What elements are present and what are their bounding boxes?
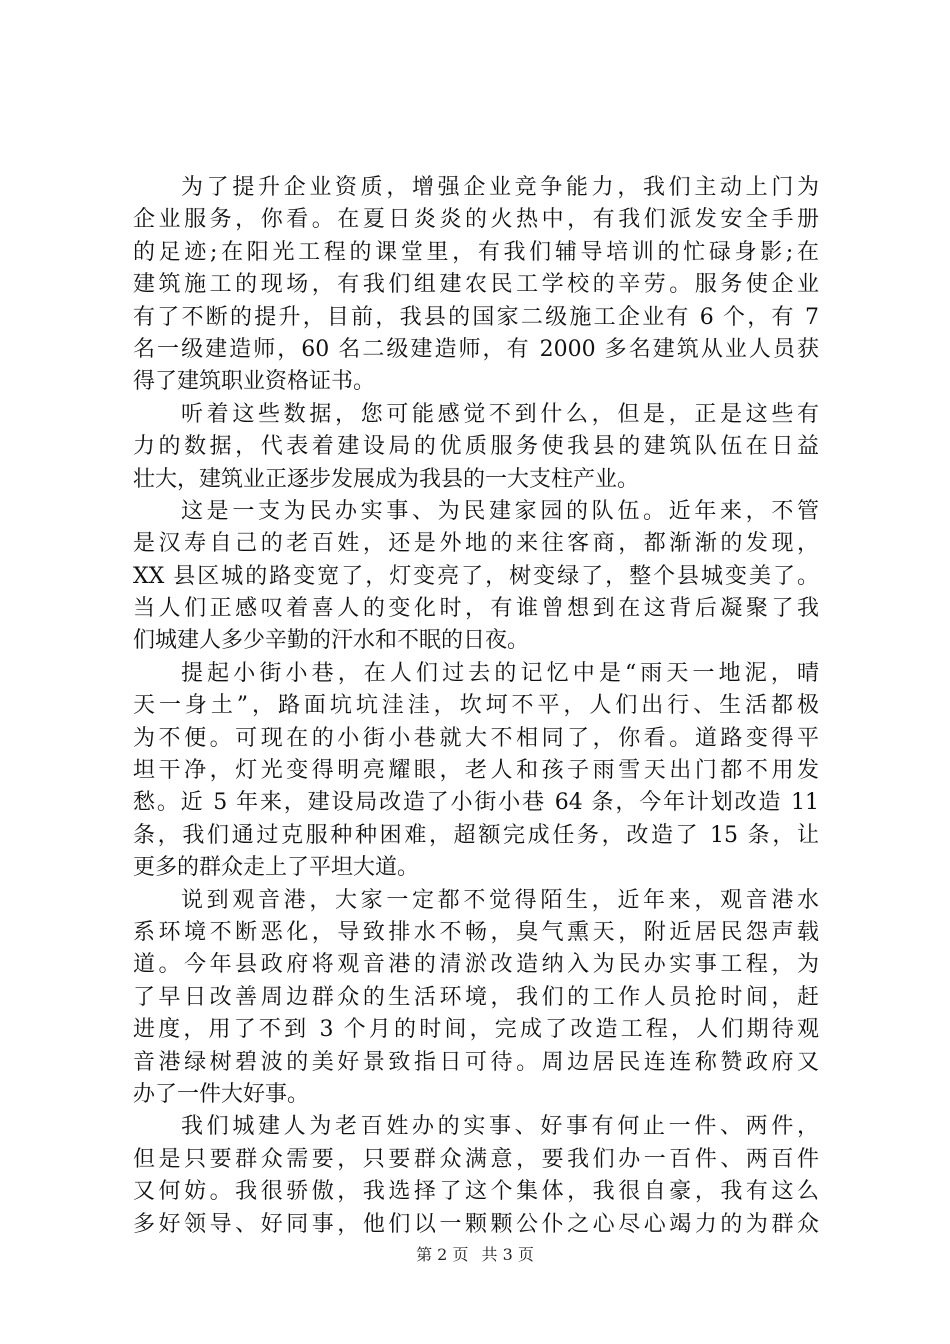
text-line: 但是只要群众需要，只要群众满意，要我们办一百件、两百件 — [133, 1146, 819, 1172]
text-line: 听着这些数据，您可能感觉不到什么，但是，正是这些有 — [181, 401, 819, 427]
paragraph — [133, 658, 819, 885]
paragraph — [133, 885, 819, 1112]
text-line: 得了建筑职业资格证书。 — [133, 369, 376, 395]
text-line: 坦干净，灯光变得明亮耀眼，老人和孩子雨雪天出门都不用发 — [133, 758, 819, 784]
text-line: 壮大，建筑业正逐步发展成为我县的一大支柱产业。 — [133, 466, 640, 492]
text-line: XX 县区城的路变宽了，灯变亮了，树变绿了，整个县城变美了。 — [133, 563, 819, 589]
text-line: 了早日改善周边群众的生活环境，我们的工作人员抢时间，赶 — [133, 984, 819, 1010]
text-line: 说到观音港，大家一定都不觉得陌生，近年来，观音港水 — [181, 887, 819, 913]
text-line: 们城建人多少辛勤的汗水和不眠的日夜。 — [133, 628, 530, 654]
text-line: 当人们正感叹着喜人的变化时，有谁曾想到在这背后凝聚了我 — [133, 596, 819, 622]
text-line: 进度，用了不到 3 个月的时间，完成了改造工程，人们期待观 — [133, 1017, 819, 1043]
text-line: 愁。近 5 年来，建设局改造了小街小巷 64 条，今年计划改造 11 — [133, 790, 819, 816]
text-line: 力的数据，代表着建设局的优质服务使我县的建筑队伍在日益 — [133, 434, 819, 460]
text-line: 条，我们通过克服种种困难，超额完成任务，改造了 15 条，让 — [133, 822, 819, 848]
page-footer — [0, 1245, 950, 1265]
text-line: 道。今年县政府将观音港的清淤改造纳入为民办实事工程，为 — [133, 952, 819, 978]
paragraph — [133, 496, 819, 658]
text-line: 又何妨。我很骄傲，我选择了这个集体，我很自豪，我有这么 — [133, 1179, 819, 1205]
text-line: 企业服务，你看。在夏日炎炎的火热中，有我们派发安全手册 — [133, 207, 819, 233]
text-line: 办了一件大好事。 — [133, 1081, 310, 1107]
text-line: 建筑施工的现场，有我们组建农民工学校的辛劳。服务使企业 — [133, 272, 819, 298]
text-line: 为不便。可现在的小街小巷就大不相同了，你看。道路变得平 — [133, 725, 819, 751]
text-line: 提起小街小巷，在人们过去的记忆中是“雨天一地泥，晴 — [181, 660, 819, 686]
paragraph — [133, 172, 819, 399]
text-line: 有了不断的提升，目前，我县的国家二级施工企业有 6 个，有 7 — [133, 304, 819, 330]
text-line: 更多的群众走上了平坦大道。 — [133, 855, 420, 881]
text-line: 的足迹;在阳光工程的课堂里，有我们辅导培训的忙碌身影;在 — [133, 239, 819, 265]
text-line: 多好领导、好同事，他们以一颗颗公仆之心尽心竭力的为群众 — [133, 1211, 819, 1237]
text-line: 这是一支为民办实事、为民建家园的队伍。近年来，不管 — [181, 498, 819, 524]
document-body — [133, 172, 819, 1241]
text-line: 音港绿树碧波的美好景致指日可待。周边居民连连称赞政府又 — [133, 1049, 819, 1075]
page-total: 共 3 页 — [481, 1245, 534, 1264]
paragraph — [133, 399, 819, 496]
page-number: 第 2 页 — [416, 1245, 469, 1264]
text-line: 系环境不断恶化，导致排水不畅，臭气熏天，附近居民怨声载 — [133, 919, 819, 945]
text-line: 是汉寿自己的老百姓，还是外地的来往客商，都渐渐的发现， — [133, 531, 819, 557]
text-line: 天一身土”，路面坑坑洼洼，坎坷不平，人们出行、生活都极 — [133, 693, 819, 719]
text-line: 为了提升企业资质，增强企业竞争能力，我们主动上门为 — [181, 175, 819, 200]
paragraph — [133, 1111, 819, 1241]
text-line: 名一级建造师，60 名二级建造师，有 2000 多名建筑从业人员获 — [133, 336, 819, 362]
text-line: 我们城建人为老百姓办的实事、好事有何止一件、两件， — [181, 1114, 819, 1140]
